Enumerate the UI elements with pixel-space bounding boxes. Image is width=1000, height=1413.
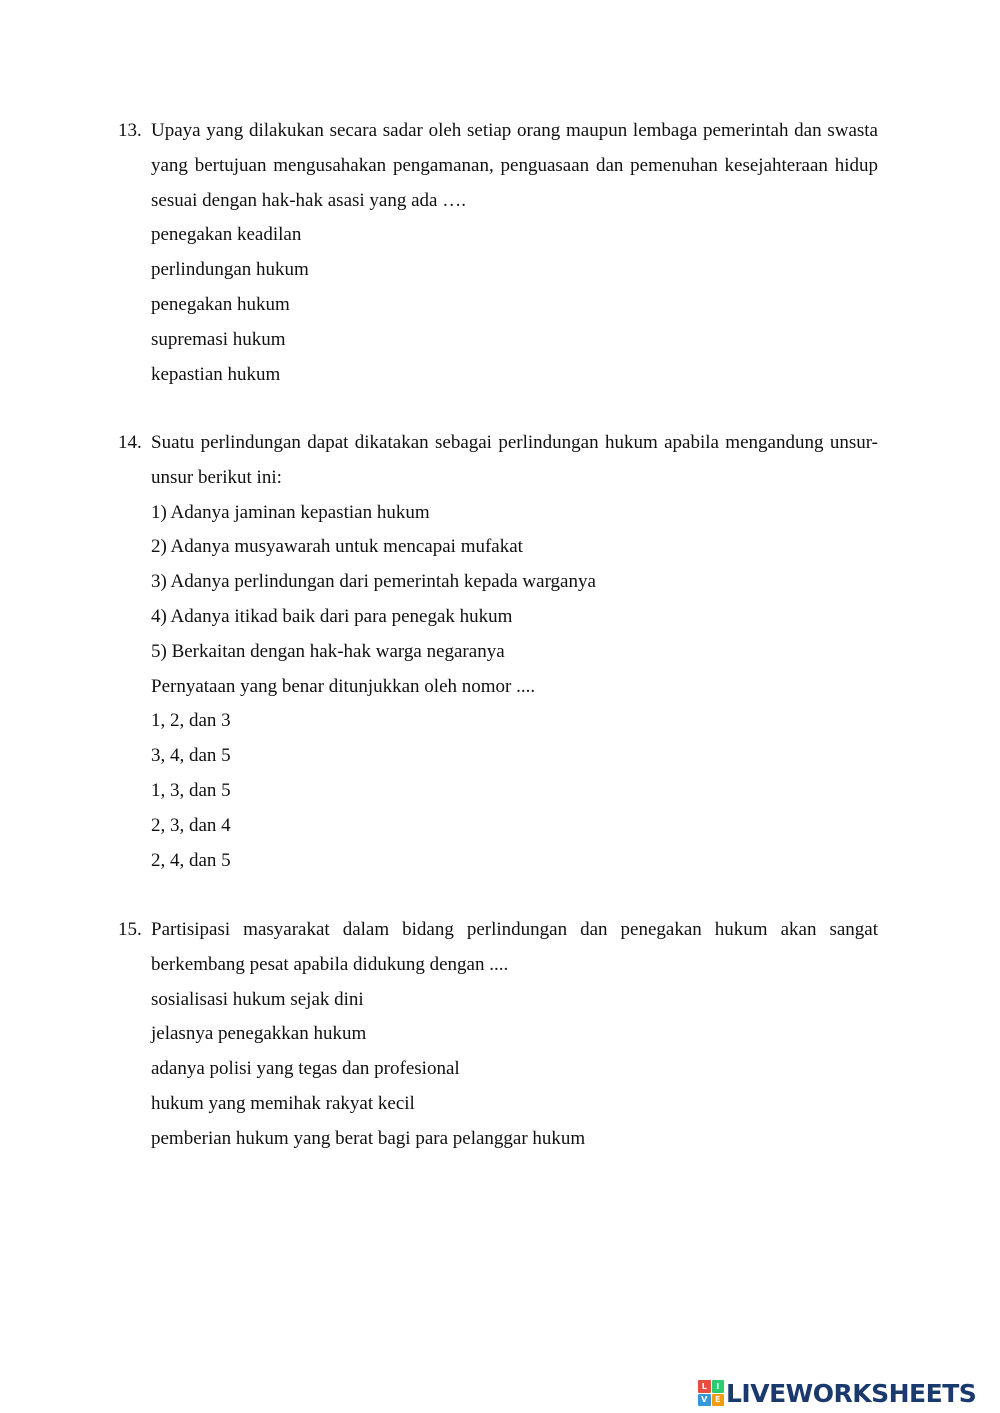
answer-option[interactable]: perlindungan hukum	[151, 259, 309, 281]
statement-item: 3) Adanya perlindungan dari pemerintah kepada warganya	[151, 571, 596, 593]
answer-option[interactable]: supremasi hukum	[151, 328, 286, 350]
answer-option[interactable]: kepastian hukum	[151, 363, 281, 385]
question-number: 15.	[118, 919, 142, 940]
statement-item: 1) Adanya jaminan kepastian hukum	[151, 501, 430, 523]
answer-option[interactable]: 1, 3, dan 5	[151, 779, 231, 801]
question-stem	[118, 913, 878, 983]
question-stem	[118, 114, 878, 218]
statement-item: 4) Adanya itikad baik dari para penegak hukum	[151, 605, 513, 627]
answer-option[interactable]: 2, 4, dan 5	[151, 849, 231, 871]
question-prompt: Pernyataan yang benar ditunjukkan oleh nomor ....	[151, 675, 536, 697]
answer-option[interactable]: hukum yang memihak rakyat kecil	[151, 1092, 415, 1114]
answer-option[interactable]: penegakan keadilan	[151, 224, 302, 246]
question-text: Partisipasi masyarakat dalam bidang perlindungan dan penegakan hukum akan sangat berkembang pesat apabila didukung dengan ....	[151, 919, 878, 975]
answer-option[interactable]: jelasnya penegakkan hukum	[151, 1023, 367, 1045]
answer-option[interactable]: pemberian hukum yang berat bagi para pelanggar hukum	[151, 1127, 586, 1149]
answer-option[interactable]: sosialisasi hukum sejak dini	[151, 988, 364, 1010]
question-14	[118, 426, 878, 878]
answer-option[interactable]: penegakan hukum	[151, 293, 290, 315]
logo-icon-letter: E	[712, 1394, 725, 1407]
logo-icon-letter: V	[698, 1394, 711, 1407]
question-13	[118, 114, 878, 392]
logo-text: LIVEWORKSHEETS	[726, 1378, 977, 1408]
statement-item: 5) Berkaitan dengan hak-hak warga negaranya	[151, 640, 505, 662]
answer-option[interactable]: 3, 4, dan 5	[151, 745, 231, 767]
question-15	[118, 913, 878, 1157]
logo-icon	[698, 1380, 724, 1406]
liveworksheets-logo	[698, 1375, 976, 1411]
question-stem	[118, 426, 878, 496]
question-text: Upaya yang dilakukan secara sadar oleh setiap orang maupun lembaga pemerintah dan swasta yang bertujuan mengusahakan pengamanan, penguasaan dan pemenuhan kesejahteraan hidup sesuai dengan hak-hak asasi yang ada ….	[151, 120, 878, 211]
answer-option[interactable]: adanya polisi yang tegas dan profesional	[151, 1058, 460, 1080]
question-number: 13.	[118, 120, 142, 141]
statement-item: 2) Adanya musyawarah untuk mencapai mufakat	[151, 536, 523, 558]
logo-icon-letter: I	[712, 1380, 725, 1393]
answer-option[interactable]: 1, 2, dan 3	[151, 710, 231, 732]
question-number: 14.	[118, 432, 142, 453]
question-text: Suatu perlindungan dapat dikatakan sebagai perlindungan hukum apabila mengandung unsur-unsur berikut ini:	[151, 432, 878, 488]
answer-option[interactable]: 2, 3, dan 4	[151, 814, 231, 836]
logo-icon-letter: L	[698, 1380, 711, 1393]
